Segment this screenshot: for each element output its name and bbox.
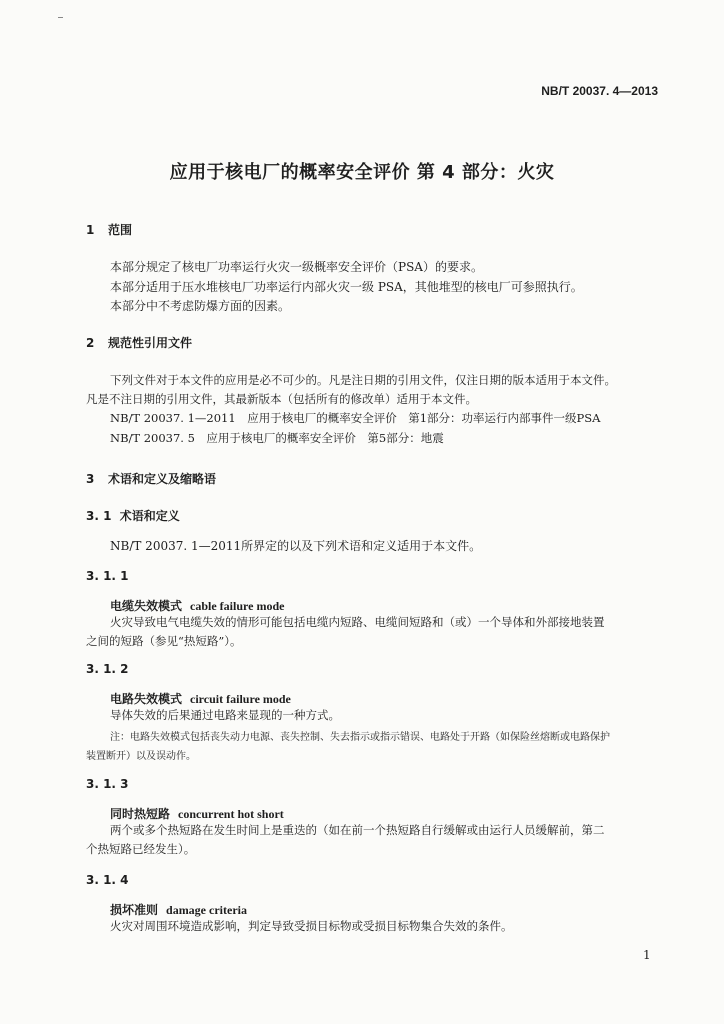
note: 装置断开）以及误动作。: [86, 751, 196, 762]
paragraph: 凡是不注日期的引用文件，其最新版本（包括所有的修改单）适用于本文件。: [86, 392, 477, 406]
subsection-3-1-heading: [86, 507, 180, 524]
subsection-number: 3. 1: [86, 509, 112, 523]
definition: 火灾导致电气电缆失效的情形可能包括电缆内短路、电缆间短路和（或）一个导体和外部接地装置: [110, 615, 605, 629]
scan-speck: [58, 17, 63, 18]
subsection-title: 术语和定义: [119, 509, 180, 523]
section-1-heading: [86, 221, 132, 238]
definition: 导体失效的后果通过电路来显现的一种方式。: [110, 708, 340, 722]
note: 注：电路失效模式包括丧失动力电源、丧失控制、失去指示或指示错误、电路处于开路（如保险丝熔断或电路保护: [110, 732, 610, 743]
paragraph: NB/T 20037. 1—2011所界定的以及下列术语和定义适用于本文件。: [110, 539, 482, 553]
definition: 之间的短路（参见“热短路”）。: [86, 634, 242, 648]
page-number: 1: [643, 948, 651, 962]
section-title: 术语和定义及缩略语: [108, 472, 217, 486]
clause-number: 3. 1. 3: [86, 777, 129, 791]
paragraph: 本部分中不考虑防爆方面的因素。: [110, 299, 291, 313]
term-chinese: 电缆失效模式: [110, 599, 183, 613]
section-title: 规范性引用文件: [108, 336, 193, 350]
term-3-1-1: [110, 595, 284, 614]
clause-number: 3. 1. 2: [86, 662, 129, 676]
section-title: 范围: [108, 223, 133, 237]
section-number: 1: [86, 223, 95, 237]
term-chinese: 电路失效模式: [110, 692, 183, 706]
section-number: 2: [86, 336, 95, 350]
definition: 两个或多个热短路在发生时间上是重迭的（如在前一个热短路自行缓解或由运行人员缓解前，第二: [110, 823, 605, 837]
reference-item: NB/T 20037. 5 应用于核电厂的概率安全评价 第5部分：地震: [110, 431, 444, 445]
page-title: 应用于核电厂的概率安全评价 第 4 部分：火灾: [169, 162, 555, 183]
term-3-1-3: [110, 803, 284, 822]
clause-number: 3. 1. 4: [86, 873, 129, 887]
term-english: circuit failure mode: [190, 692, 291, 706]
section-number: 3: [86, 472, 95, 486]
term-chinese: 损坏准则: [110, 903, 159, 917]
term-english: cable failure mode: [190, 599, 285, 613]
standard-number: NB/T 20037. 4—2013: [541, 84, 658, 98]
term-3-1-2: [110, 688, 291, 707]
section-3-heading: [86, 470, 216, 487]
term-english: concurrent hot short: [178, 807, 284, 821]
section-2-heading: [86, 334, 192, 351]
definition: 个热短路已经发生）。: [86, 842, 196, 856]
term-chinese: 同时热短路: [110, 807, 171, 821]
paragraph: 下列文件对于本文件的应用是必不可少的。凡是注日期的引用文件，仅注日期的版本适用于本文件。: [110, 373, 616, 387]
term-english: damage criteria: [166, 903, 247, 917]
reference-item: NB/T 20037. 1—2011 应用于核电厂的概率安全评价 第1部分：功率运行内部事件一级PSA: [110, 411, 601, 425]
term-3-1-4: [110, 899, 247, 918]
clause-number: 3. 1. 1: [86, 569, 129, 583]
paragraph: 本部分适用于压水堆核电厂功率运行内部火灾一级 PSA，其他堆型的核电厂可参照执行。: [110, 280, 583, 294]
paragraph: 本部分规定了核电厂功率运行火灾一级概率安全评价（PSA）的要求。: [110, 260, 483, 274]
definition: 火灾对周围环境造成影响，判定导致受损目标物或受损目标物集合失效的条件。: [110, 919, 513, 933]
